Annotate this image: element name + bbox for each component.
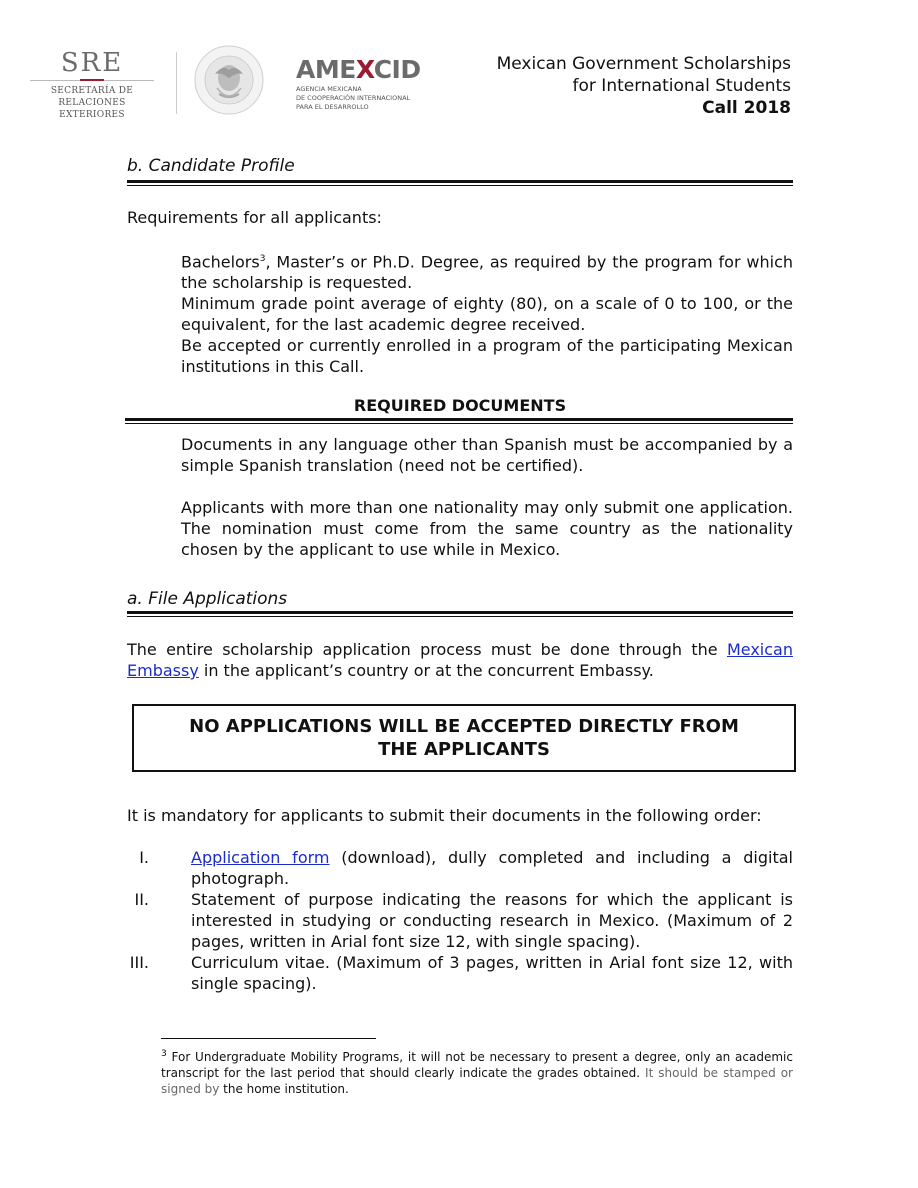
amexcid-subtitle-3: PARA EL DESARROLLO — [296, 103, 369, 111]
file-applications-heading: a. File Applications — [127, 589, 288, 609]
title-line-1: Mexican Government Scholarships — [496, 54, 791, 74]
amexcid-subtitle-2: DE COOPERACIÓN INTERNACIONAL — [296, 94, 411, 102]
list-item-number: II. — [134, 890, 149, 909]
amexcid-word-part-2: CID — [373, 55, 421, 84]
logo-divider — [176, 52, 177, 114]
mexican-seal-logo — [193, 44, 265, 116]
eagle-seal-icon — [193, 44, 265, 116]
amexcid-logo — [296, 56, 436, 116]
requirement-enrollment: Be accepted or currently enrolled in a program of the participating Mexican institutions in this Call. — [181, 336, 793, 377]
documents-translation-note: Documents in any language other than Spanish must be accompanied by a simple Spanish translation (need not be certified). — [181, 435, 793, 475]
list-item-text — [191, 847, 793, 889]
embassy-paragraph — [127, 639, 793, 681]
list-item-number: III. — [129, 953, 149, 972]
notice-text: NO APPLICATIONS WILL BE ACCEPTED DIRECTLY FROM THE APPLICANTS — [189, 716, 739, 760]
list-item-number: I. — [139, 848, 149, 867]
list-item — [127, 847, 793, 889]
requirements-intro: Requirements for all applicants: — [127, 208, 382, 227]
amexcid-wordmark — [296, 56, 436, 84]
sre-logo — [24, 48, 160, 120]
list-item — [127, 952, 793, 994]
list-item-text: Curriculum vitae. (Maximum of 3 pages, written in Arial font size 12, with single spacing). — [191, 953, 793, 993]
embassy-paragraph-post: in the applicant’s country or at the concurrent Embassy. — [198, 661, 654, 680]
footnote-text-1: For Undergraduate Mobility Programs, it will not be necessary to present a degree, only an academic transcript for the last period that should clearly indicate the grades obtained. — [161, 1050, 793, 1080]
footnote-text-gray: It should be stamped or signed by — [161, 1066, 793, 1096]
requirement-gpa: Minimum grade point average of eighty (80), on a scale of 0 to 100, or the equivalent, for the last academic degree received. — [181, 294, 793, 335]
sre-logo-title: SRE — [60, 48, 124, 78]
footnote — [161, 1046, 793, 1097]
documents-order-list — [127, 847, 793, 994]
list-item-text: Statement of purpose indicating the reasons for which the applicant is interested in studying or conducting research in Mexico. (Maximum of 2 pages, written in Arial font size 12, with single spacing). — [191, 890, 793, 951]
requirement-degree — [181, 249, 793, 293]
sre-logo-rule — [30, 80, 154, 81]
candidate-profile-heading: b. Candidate Profile — [127, 156, 295, 176]
title-line-2: for International Students — [572, 76, 791, 96]
footnote-ref: 3 — [259, 254, 266, 264]
application-form-desc: (download), dully completed and including a digital photograph. — [191, 848, 793, 888]
documents-nationality-note: Applicants with more than one nationality may only submit one application. The nomination must come from the same country as the nationality chosen by the applicant to use while in Mexico. — [181, 498, 793, 559]
amexcid-subtitle-1: AGENCIA MEXICANA — [296, 85, 362, 93]
no-direct-applications-notice — [132, 704, 796, 772]
required-documents-heading: REQUIRED DOCUMENTS — [353, 396, 567, 415]
document-title — [497, 53, 791, 119]
title-line-3: Call 2018 — [702, 98, 791, 118]
requirement-degree-post: , Master’s or Ph.D. Degree, as required by the program for which the scholarship is requested. — [181, 252, 793, 293]
list-item — [127, 889, 793, 952]
sre-logo-subtitle-2: RELACIONES EXTERIORES — [58, 98, 126, 120]
section-divider — [127, 180, 793, 183]
footnote-separator — [161, 1038, 376, 1039]
mexican-embassy-link[interactable]: Mexican Embassy — [127, 640, 793, 680]
sre-logo-subtitle-1: SECRETARÍA DE — [50, 86, 134, 96]
section-divider — [127, 611, 793, 614]
footnote-mark: 3 — [161, 1049, 167, 1059]
application-form-link[interactable]: Application form — [191, 848, 330, 867]
footnote-text-2: the home institution. — [219, 1082, 349, 1096]
amexcid-word-x: X — [355, 55, 374, 84]
embassy-paragraph-pre: The entire scholarship application process must be done through the — [127, 640, 727, 659]
amexcid-word-part-1: AME — [296, 55, 356, 84]
requirements-list — [181, 249, 793, 377]
requirement-degree-pre: Bachelors — [181, 252, 260, 272]
order-intro: It is mandatory for applicants to submit their documents in the following order: — [127, 806, 762, 825]
section-divider — [125, 418, 793, 421]
